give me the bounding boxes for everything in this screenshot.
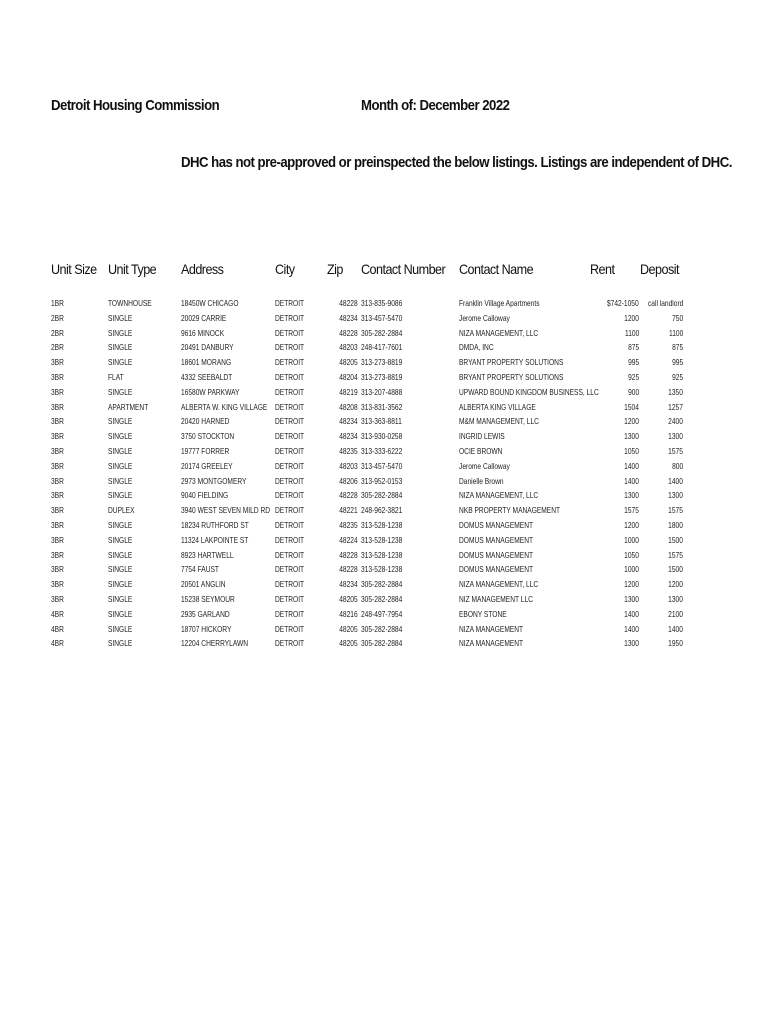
unit-type-cell: APARTMENT [108, 401, 149, 412]
table-row [0, 327, 770, 342]
contact-number-cell: 313-457-5470 [361, 312, 403, 323]
address-cell: 18450W CHICAGO [181, 298, 239, 308]
listings-table-body [0, 297, 770, 652]
table-row [0, 593, 770, 608]
rent-cell: 1200 [624, 312, 639, 323]
unit-size-cell: 3BR [51, 475, 64, 486]
deposit-cell: 750 [671, 312, 683, 323]
col-header-deposit: Deposit [640, 261, 679, 277]
table-row [0, 386, 770, 401]
city-cell: DETROIT [275, 519, 305, 530]
city-cell: DETROIT [275, 312, 305, 323]
city-cell: DETROIT [275, 416, 305, 427]
contact-number-cell: 313-207-4888 [361, 386, 403, 397]
contact-name-cell: NIZA MANAGEMENT [459, 623, 524, 634]
city-cell: DETROIT [275, 460, 305, 471]
col-header-contact-name: Contact Name [459, 261, 534, 277]
table-row [0, 608, 770, 623]
contact-number-cell: 313-835-9086 [361, 298, 403, 308]
zip-cell: 48228 [339, 327, 358, 338]
contact-name-cell: DMDA, INC [459, 342, 494, 353]
table-row [0, 371, 770, 386]
contact-number-cell: 313-528-1238 [361, 549, 403, 560]
address-cell: 20029 CARRIE [181, 312, 227, 323]
contact-name-cell: OCIE BROWN [459, 445, 503, 456]
unit-size-cell: 2BR [51, 312, 64, 323]
contact-number-cell: 248-962-3821 [361, 505, 403, 516]
city-cell: DETROIT [275, 564, 305, 575]
unit-type-cell: SINGLE [108, 490, 133, 501]
contact-name-cell: BRYANT PROPERTY SOLUTIONS [459, 357, 564, 368]
contact-name-cell: ALBERTA KING VILLAGE [459, 401, 536, 412]
address-cell: 12204 CHERRYLAWN [181, 638, 249, 649]
address-cell: 9040 FIELDING [181, 490, 229, 501]
table-row [0, 445, 770, 460]
unit-type-cell: SINGLE [108, 579, 133, 590]
unit-type-cell: SINGLE [108, 608, 133, 619]
unit-size-cell: 2BR [51, 327, 64, 338]
address-cell: 18601 MORANG [181, 357, 232, 368]
contact-number-cell: 248-497-7954 [361, 608, 403, 619]
deposit-cell: 1575 [668, 505, 683, 516]
contact-name-cell: NIZA MANAGEMENT, LLC [459, 327, 539, 338]
unit-type-cell: SINGLE [108, 416, 133, 427]
contact-number-cell: 305-282-2884 [361, 593, 403, 604]
deposit-cell: 800 [671, 460, 683, 471]
unit-size-cell: 3BR [51, 579, 64, 590]
address-cell: 2973 MONTGOMERY [181, 475, 247, 486]
rent-cell: 1300 [624, 638, 639, 649]
contact-name-cell: DOMUS MANAGEMENT [459, 534, 534, 545]
deposit-cell: 1575 [668, 445, 683, 456]
contact-name-cell: INGRID LEWIS [459, 431, 505, 442]
table-row [0, 475, 770, 490]
address-cell: 18234 RUTHFORD ST [181, 519, 249, 530]
address-cell: 11324 LAKPOINTE ST [181, 534, 249, 545]
zip-cell: 48228 [339, 564, 358, 575]
zip-cell: 48234 [339, 431, 358, 442]
rent-cell: 1504 [624, 401, 639, 412]
contact-name-cell: Jerome Calloway [459, 312, 510, 323]
city-cell: DETROIT [275, 638, 305, 649]
rent-cell: 1050 [624, 549, 639, 560]
contact-name-cell: NIZ MANAGEMENT LLC [459, 593, 533, 604]
zip-cell: 48203 [339, 460, 358, 471]
table-row [0, 563, 770, 578]
col-header-rent: Rent [590, 261, 615, 277]
deposit-cell: 2100 [668, 608, 683, 619]
city-cell: DETROIT [275, 534, 305, 545]
unit-type-cell: SINGLE [108, 638, 133, 649]
rent-cell: 1100 [624, 327, 639, 338]
unit-size-cell: 3BR [51, 549, 64, 560]
unit-size-cell: 3BR [51, 505, 64, 516]
table-row [0, 489, 770, 504]
contact-name-cell: BRYANT PROPERTY SOLUTIONS [459, 371, 564, 382]
city-cell: DETROIT [275, 579, 305, 590]
address-cell: 20491 DANBURY [181, 342, 234, 353]
col-header-unit-size: Unit Size [51, 261, 97, 277]
unit-size-cell: 1BR [51, 298, 64, 308]
rent-cell: 900 [627, 386, 639, 397]
deposit-cell: 925 [671, 371, 683, 382]
table-row [0, 578, 770, 593]
city-cell: DETROIT [275, 357, 305, 368]
address-cell: 20501 ANGLIN [181, 579, 226, 590]
address-cell: 3940 WEST SEVEN MILD RD [181, 505, 271, 516]
address-cell: 16580W PARKWAY [181, 386, 240, 397]
zip-cell: 48235 [339, 519, 358, 530]
contact-name-cell: EBONY STONE [459, 608, 507, 619]
org-title: Detroit Housing Commission [51, 97, 220, 114]
zip-cell: 48234 [339, 416, 358, 427]
city-cell: DETROIT [275, 475, 305, 486]
zip-cell: 48224 [339, 534, 358, 545]
col-header-address: Address [181, 261, 224, 277]
col-header-contact-number: Contact Number [361, 261, 446, 277]
zip-cell: 48228 [339, 549, 358, 560]
table-row [0, 312, 770, 327]
address-cell: 2935 GARLAND [181, 608, 230, 619]
unit-type-cell: SINGLE [108, 342, 133, 353]
city-cell: DETROIT [275, 608, 305, 619]
table-row [0, 623, 770, 638]
table-row [0, 430, 770, 445]
contact-name-cell: M&M MANAGEMENT, LLC [459, 416, 539, 427]
contact-number-cell: 313-363-8811 [361, 416, 402, 427]
unit-size-cell: 3BR [51, 371, 64, 382]
contact-number-cell: 313-528-1238 [361, 519, 403, 530]
city-cell: DETROIT [275, 623, 305, 634]
address-cell: 20174 GREELEY [181, 460, 233, 471]
table-row [0, 504, 770, 519]
table-row [0, 401, 770, 416]
rent-cell: 1300 [624, 593, 639, 604]
address-cell: 19777 FORRER [181, 445, 230, 456]
zip-cell: 48205 [339, 623, 358, 634]
col-header-unit-type: Unit Type [108, 261, 157, 277]
table-row [0, 297, 770, 312]
city-cell: DETROIT [275, 386, 305, 397]
table-row [0, 637, 770, 652]
contact-name-cell: Jerome Calloway [459, 460, 510, 471]
city-cell: DETROIT [275, 401, 305, 412]
address-cell: 9616 MINOCK [181, 327, 225, 338]
table-row [0, 460, 770, 475]
address-cell: 4332 SEEBALDT [181, 371, 233, 382]
unit-size-cell: 3BR [51, 460, 64, 471]
unit-size-cell: 3BR [51, 416, 64, 427]
deposit-cell: 875 [671, 342, 683, 353]
contact-number-cell: 313-528-1238 [361, 534, 403, 545]
contact-number-cell: 248-417-7601 [361, 342, 403, 353]
address-cell: 18707 HICKORY [181, 623, 232, 634]
unit-type-cell: SINGLE [108, 564, 133, 575]
rent-cell: 1050 [624, 445, 639, 456]
rent-cell: $742-1050 [607, 298, 639, 308]
deposit-cell: 1575 [668, 549, 683, 560]
contact-name-cell: Danielle Brown [459, 475, 504, 486]
table-row [0, 549, 770, 564]
zip-cell: 48219 [339, 386, 358, 397]
table-row [0, 356, 770, 371]
unit-size-cell: 3BR [51, 401, 64, 412]
contact-number-cell: 313-831-3562 [361, 401, 403, 412]
deposit-cell: 1400 [668, 623, 683, 634]
unit-size-cell: 3BR [51, 534, 64, 545]
unit-size-cell: 3BR [51, 564, 64, 575]
month-label: Month of: December 2022 [361, 97, 510, 114]
deposit-cell: 995 [671, 357, 683, 368]
col-header-city: City [275, 261, 295, 277]
unit-size-cell: 3BR [51, 431, 64, 442]
zip-cell: 48228 [339, 298, 358, 308]
unit-type-cell: SINGLE [108, 386, 133, 397]
rent-cell: 1200 [624, 579, 639, 590]
unit-size-cell: 4BR [51, 623, 64, 634]
deposit-cell: 1800 [668, 519, 683, 530]
address-cell: 7754 FAUST [181, 564, 219, 575]
deposit-cell: 1300 [668, 593, 683, 604]
zip-cell: 48234 [339, 312, 358, 323]
contact-name-cell: NIZA MANAGEMENT, LLC [459, 490, 539, 501]
rent-cell: 1575 [624, 505, 639, 516]
zip-cell: 48234 [339, 579, 358, 590]
deposit-cell: call landlord [647, 298, 683, 308]
address-cell: 20420 HARNED [181, 416, 230, 427]
table-row [0, 534, 770, 549]
unit-type-cell: SINGLE [108, 357, 133, 368]
contact-number-cell: 313-930-0258 [361, 431, 403, 442]
unit-type-cell: SINGLE [108, 431, 133, 442]
disclaimer-text: DHC has not pre-approved or preinspected the below listings. Listings are independent of DHC. [181, 154, 732, 171]
address-cell: ALBERTA W. KING VILLAGE [181, 401, 268, 412]
unit-type-cell: DUPLEX [108, 505, 135, 516]
rent-cell: 995 [627, 357, 639, 368]
unit-type-cell: SINGLE [108, 312, 133, 323]
address-cell: 8923 HARTWELL [181, 549, 234, 560]
city-cell: DETROIT [275, 445, 305, 456]
unit-type-cell: FLAT [108, 371, 124, 382]
city-cell: DETROIT [275, 593, 305, 604]
address-cell: 15238 SEYMOUR [181, 593, 235, 604]
contact-name-cell: NIZA MANAGEMENT, LLC [459, 579, 539, 590]
unit-size-cell: 3BR [51, 519, 64, 530]
contact-name-cell: DOMUS MANAGEMENT [459, 564, 534, 575]
zip-cell: 48208 [339, 401, 358, 412]
deposit-cell: 1300 [668, 431, 683, 442]
city-cell: DETROIT [275, 549, 305, 560]
unit-type-cell: SINGLE [108, 593, 133, 604]
contact-number-cell: 313-273-8819 [361, 357, 403, 368]
contact-name-cell: NIZA MANAGEMENT [459, 638, 524, 649]
zip-cell: 48216 [339, 608, 358, 619]
zip-cell: 48206 [339, 475, 358, 486]
rent-cell: 875 [627, 342, 639, 353]
contact-number-cell: 305-282-2884 [361, 579, 403, 590]
city-cell: DETROIT [275, 298, 305, 308]
rent-cell: 1300 [624, 431, 639, 442]
unit-type-cell: SINGLE [108, 519, 133, 530]
unit-size-cell: 3BR [51, 490, 64, 501]
city-cell: DETROIT [275, 342, 305, 353]
zip-cell: 48205 [339, 638, 358, 649]
rent-cell: 925 [627, 371, 639, 382]
unit-type-cell: TOWNHOUSE [108, 298, 152, 308]
unit-type-cell: SINGLE [108, 549, 133, 560]
zip-cell: 48204 [339, 371, 358, 382]
contact-number-cell: 313-273-8819 [361, 371, 403, 382]
rent-cell: 1000 [624, 534, 639, 545]
zip-cell: 48235 [339, 445, 358, 456]
unit-size-cell: 2BR [51, 342, 64, 353]
city-cell: DETROIT [275, 371, 305, 382]
unit-size-cell: 3BR [51, 593, 64, 604]
rent-cell: 1400 [624, 608, 639, 619]
deposit-cell: 1100 [668, 327, 683, 338]
table-row [0, 415, 770, 430]
zip-cell: 48205 [339, 593, 358, 604]
contact-number-cell: 313-952-0153 [361, 475, 403, 486]
city-cell: DETROIT [275, 490, 305, 501]
deposit-cell: 1400 [668, 475, 683, 486]
rent-cell: 1200 [624, 416, 639, 427]
deposit-cell: 1500 [668, 564, 683, 575]
contact-number-cell: 305-282-2884 [361, 623, 403, 634]
unit-size-cell: 3BR [51, 386, 64, 397]
contact-number-cell: 305-282-2884 [361, 327, 403, 338]
unit-size-cell: 3BR [51, 357, 64, 368]
deposit-cell: 1300 [668, 490, 683, 501]
contact-name-cell: DOMUS MANAGEMENT [459, 549, 534, 560]
contact-name-cell: Franklin Village Apartments [459, 298, 540, 308]
unit-type-cell: SINGLE [108, 475, 133, 486]
deposit-cell: 1257 [668, 401, 683, 412]
deposit-cell: 1950 [668, 638, 683, 649]
table-row [0, 519, 770, 534]
contact-number-cell: 305-282-2884 [361, 638, 403, 649]
city-cell: DETROIT [275, 505, 305, 516]
contact-number-cell: 313-457-5470 [361, 460, 403, 471]
contact-number-cell: 313-333-6222 [361, 445, 403, 456]
unit-type-cell: SINGLE [108, 623, 133, 634]
rent-cell: 1200 [624, 519, 639, 530]
rent-cell: 1400 [624, 460, 639, 471]
zip-cell: 48221 [339, 505, 358, 516]
unit-size-cell: 3BR [51, 445, 64, 456]
unit-type-cell: SINGLE [108, 327, 133, 338]
unit-size-cell: 4BR [51, 608, 64, 619]
address-cell: 3750 STOCKTON [181, 431, 235, 442]
deposit-cell: 1500 [668, 534, 683, 545]
zip-cell: 48203 [339, 342, 358, 353]
zip-cell: 48228 [339, 490, 358, 501]
contact-number-cell: 305-282-2884 [361, 490, 403, 501]
city-cell: DETROIT [275, 327, 305, 338]
unit-type-cell: SINGLE [108, 534, 133, 545]
deposit-cell: 2400 [668, 416, 683, 427]
unit-type-cell: SINGLE [108, 460, 133, 471]
contact-name-cell: DOMUS MANAGEMENT [459, 519, 534, 530]
rent-cell: 1000 [624, 564, 639, 575]
city-cell: DETROIT [275, 431, 305, 442]
contact-name-cell: NKB PROPERTY MANAGEMENT [459, 505, 561, 516]
contact-name-cell: UPWARD BOUND KINGDOM BUSINESS, LLC [459, 386, 599, 397]
table-row [0, 341, 770, 356]
unit-size-cell: 4BR [51, 638, 64, 649]
unit-type-cell: SINGLE [108, 445, 133, 456]
rent-cell: 1400 [624, 475, 639, 486]
rent-cell: 1300 [624, 490, 639, 501]
col-header-zip: Zip [327, 261, 343, 277]
contact-number-cell: 313-528-1238 [361, 564, 403, 575]
rent-cell: 1400 [624, 623, 639, 634]
deposit-cell: 1200 [668, 579, 683, 590]
zip-cell: 48205 [339, 357, 358, 368]
deposit-cell: 1350 [668, 386, 683, 397]
